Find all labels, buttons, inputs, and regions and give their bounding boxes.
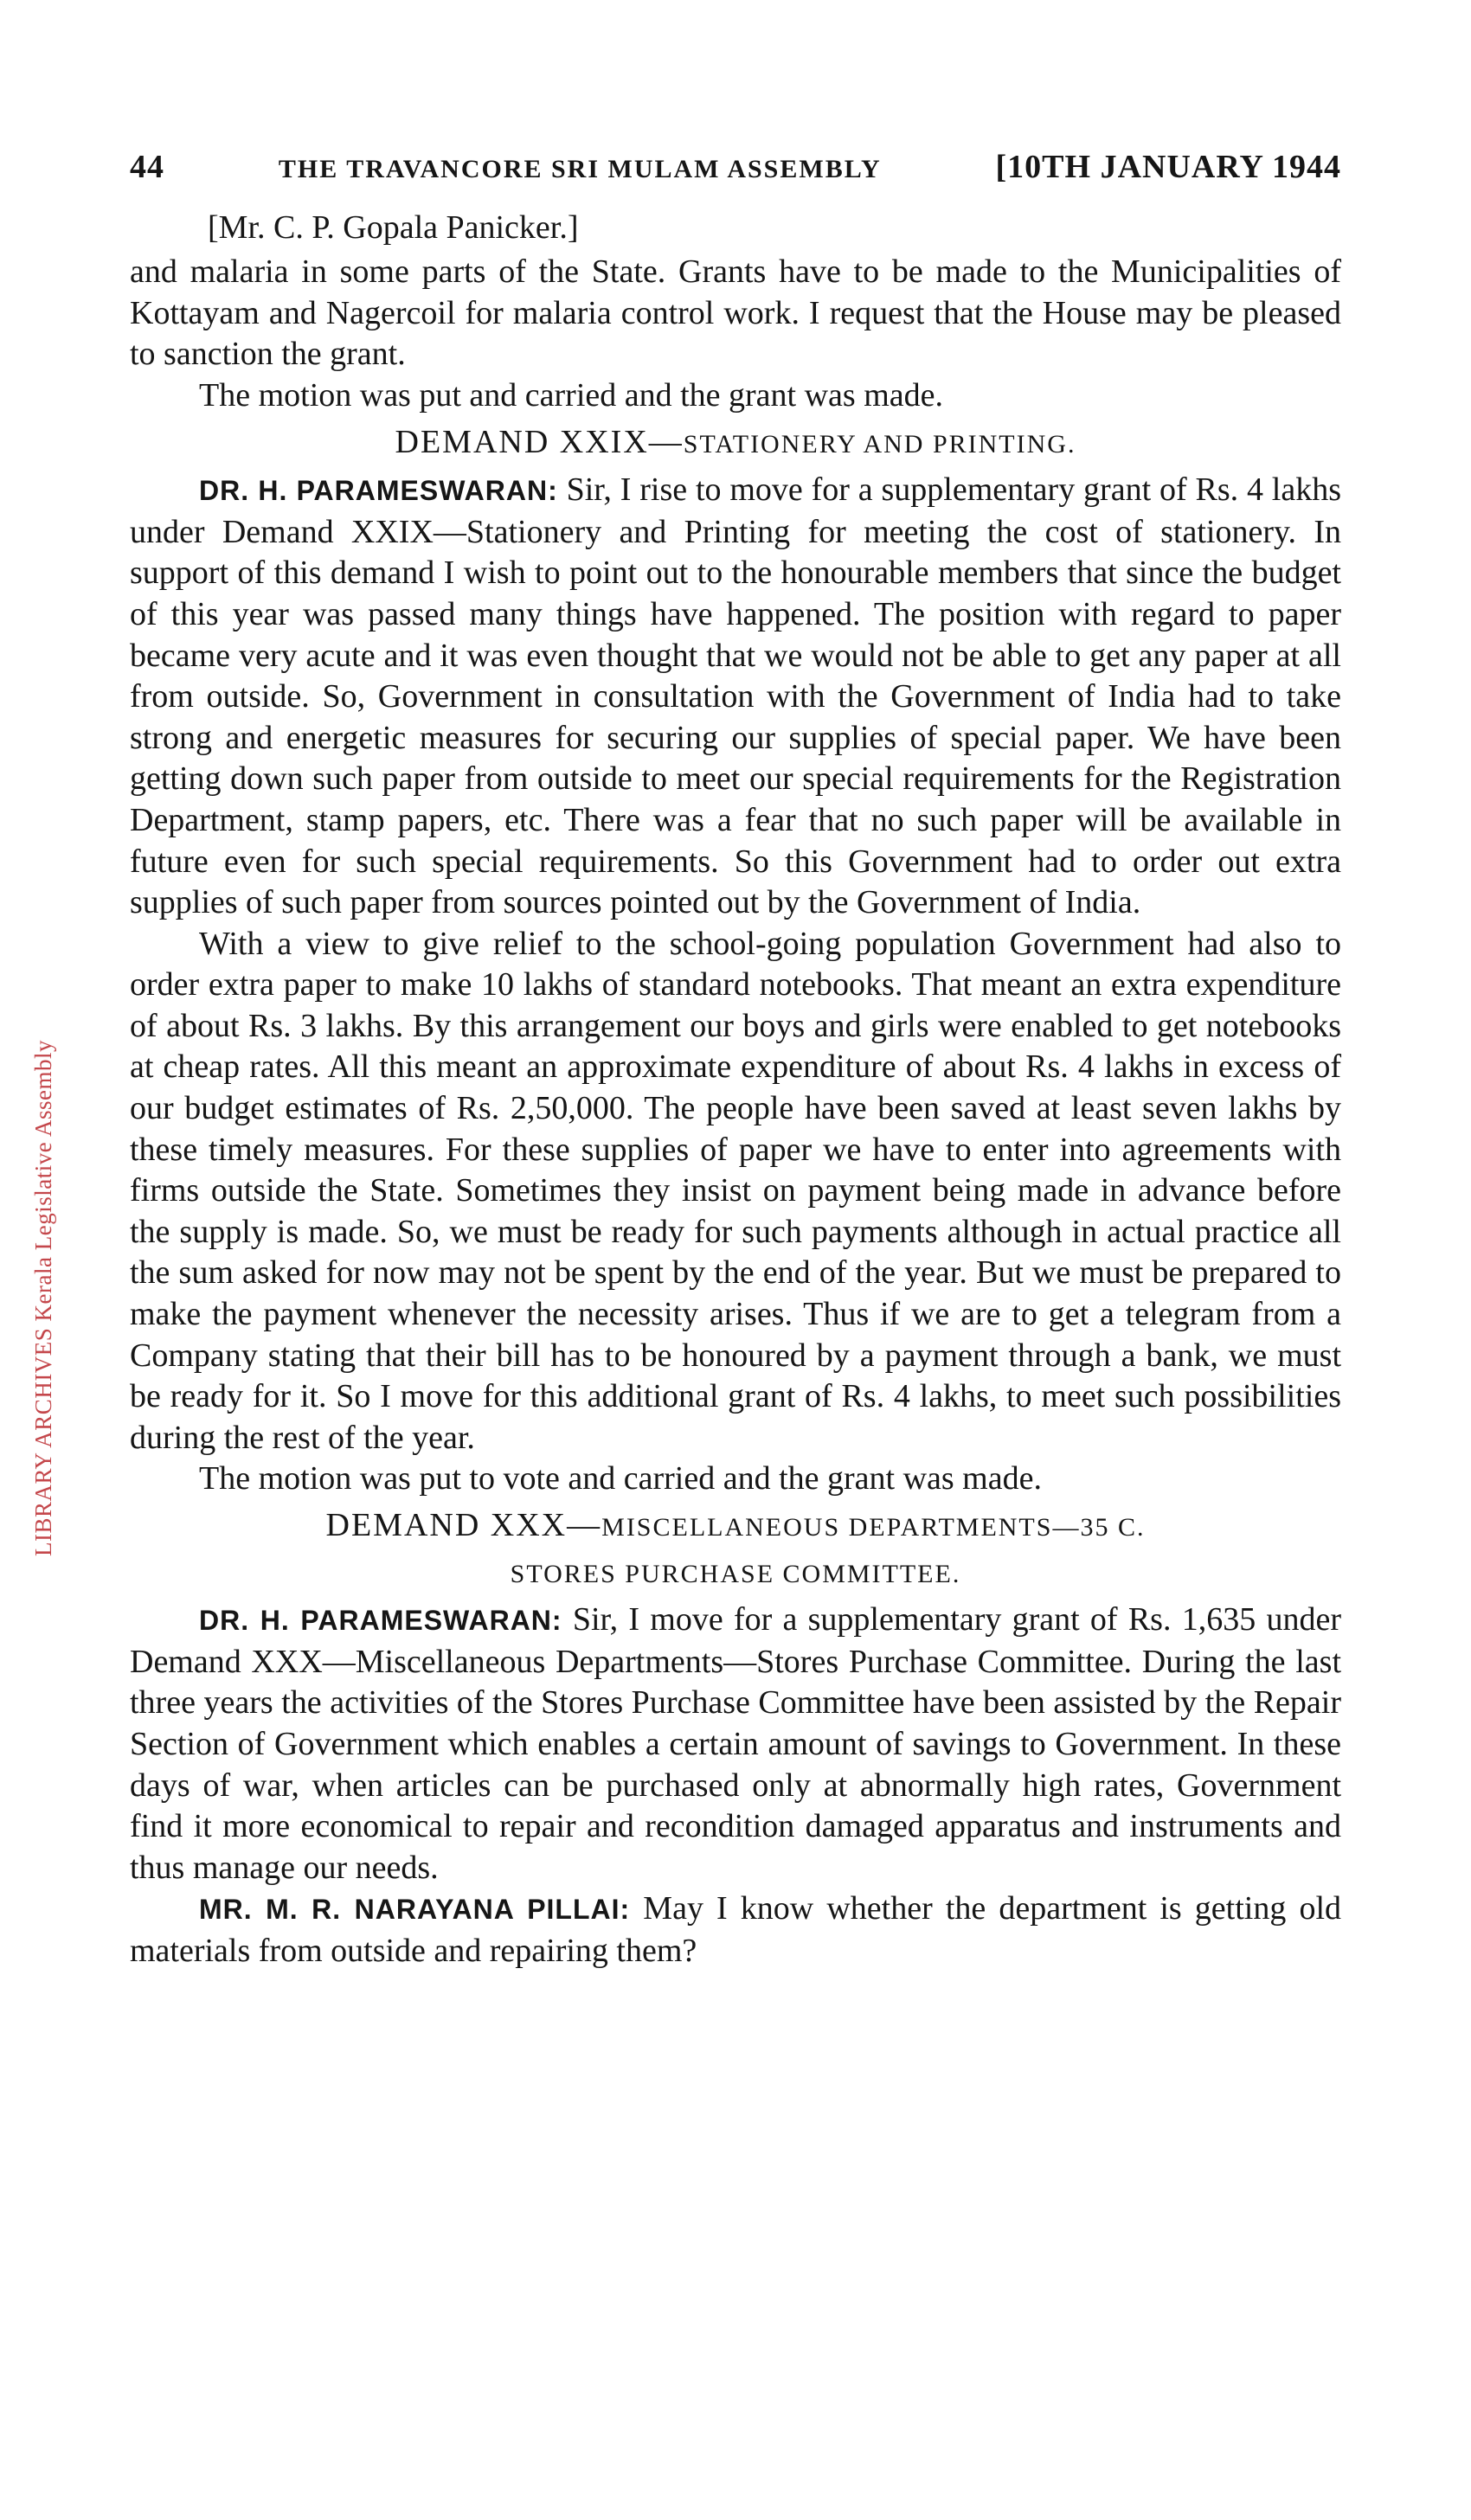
speech-text: Sir, I move for a supplementary grant of Rs. 1,635 under Demand XXX—Miscellaneous Departments—Stores Purchase Committee. During the last three years the activities of the Stores Purchase Committee have been assisted by the Repair Section of Government which enables a certain amount of savings to Government. In these days of war, when articles can be purchased only at abnormally high rates, Government find it more economical to repair and recondition damaged apparatus and instruments and thus manage our needs. (130, 1601, 1341, 1886)
continued-speaker: [Mr. C. P. Gopala Panicker.] (208, 208, 579, 246)
speaker-name: MR. M. R. NARAYANA PILLAI: (199, 1894, 631, 1926)
demand-xxix-heading (130, 422, 1341, 465)
demand-xxx-heading-main: DEMAND XXX— (325, 1507, 602, 1543)
speech-parameswaran-1 (130, 470, 1341, 924)
speech-narayana-pillai (130, 1888, 1341, 1972)
speaker-name: DR. H. PARAMESWARAN: (199, 1605, 562, 1637)
demand-xxix-heading-main: DEMAND XXIX— (395, 423, 684, 460)
paragraph-1: and malaria in some parts of the State. Grants have to be made to the Municipalities of Kottayam and Nagercoil for malaria control work. I request that the House may be pleased to sanction the grant. (130, 253, 1341, 373)
demand-xxix-heading-sub: STATIONERY AND PRINTING. (683, 429, 1076, 458)
motion-result-1: The motion was put and carried and the grant was made. (199, 376, 943, 414)
watermark-text: LIBRARY ARCHIVES Kerala Legislative Assembly (29, 1039, 56, 1556)
page-date: [10TH JANUARY 1944 (995, 149, 1341, 185)
motion-result-2: The motion was put to vote and carried and the grant was made. (199, 1460, 1042, 1497)
speech-text: May I know whether the department is getting old materials from outside and repairing them? (130, 1890, 1342, 1969)
demand-xxx-heading (130, 1505, 1341, 1549)
speaker-name: DR. H. PARAMESWARAN: (199, 475, 558, 507)
demand-xxx-subheading: STORES PURCHASE COMMITTEE. (510, 1559, 961, 1588)
publication-title: THE TRAVANCORE SRI MULAM ASSEMBLY (278, 155, 882, 183)
speech-parameswaran-1-cont: With a view to give relief to the school-going population Government had also to order extra paper to make 10 lakhs of standard notebooks. That meant an extra expenditure of about Rs. 3 lakhs. By this arrangement our boys and girls were enabled to get notebooks at cheap rates. All this meant an approximate expenditure of about Rs. 4 lakhs in excess of our budget estimates of Rs. 2,50,000. The people have been saved at least seven lakhs by these timely measures. For these supplies of paper we have to enter into agreements with firms outside the State. Sometimes they insist on payment being made in advance before the supply is made. So, we must be ready for such payments although in actual practice all the sum asked for now may not be spent by the end of the year. But we must be prepared to make the payment whenever the necessity arises. Thus if we are to get a telegram from a Company stating that their bill has to be honoured by a payment through a bank, we must be ready for it. So I move for this additional grant of Rs. 4 lakhs, to meet such possibilities during the rest of the year. (130, 925, 1341, 1456)
speech-parameswaran-2 (130, 1600, 1341, 1888)
speech-text: Sir, I rise to move for a supplementary grant of Rs. 4 lakhs under Demand XXIX—Stationery and Printing for meeting the cost of stationery. In support of this demand I wish to point out to the honourable members that since the budget of this year was passed many things have happened. The position with regard to paper became very acute and it was even thought that we would not be able to get any paper at all from outside. So, Government in consultation with the Government of India had to take strong and energetic measures for securing our supplies of special paper. We have been getting down such paper from outside to meet our special requirements for the Registration Department, stamp papers, etc. There was a fear that no such paper will be available in future even for such special requirements. So this Government had to order out extra supplies of such paper from sources pointed out by the Government of India. (130, 471, 1341, 921)
document-page (130, 147, 1341, 1972)
demand-xxx-heading-sub: MISCELLANEOUS DEPARTMENTS—35 C. (601, 1513, 1146, 1542)
page-header (130, 147, 1341, 190)
watermark (17, 908, 69, 1687)
page-number: 44 (130, 149, 164, 185)
